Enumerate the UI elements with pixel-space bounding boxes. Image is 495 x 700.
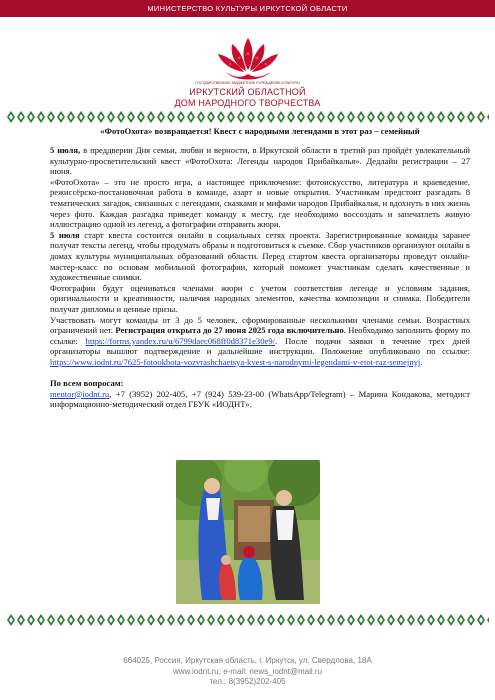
rules-intro-text: . После подачи заявки в течение трех дней организаторы вышлют подтверждение и дальнейшие инструкции. Положение опубликовано по ссылке: [50,335,470,357]
start-text: старт квеста состоится онлайн в социальных сетях проекта. Зарегистрированные команды заранее получат тексты легенд, чтобы продумать образы и подготовиться к съемке. Сбор участников организуют онлайн в домах культуры муниципальных образований области. Перед стартом квеста организаторы проведут онлайн-мастер-класс по основам мобильной фотографии, который поможет участникам сделать качественные и художественные снимки. [50,229,470,283]
date-bold: 5 июля, [50,145,81,155]
org-name-line2: ДОМ НАРОДНОГО ТВОРЧЕСТВА [174,98,321,108]
contact-email-link[interactable]: mentor@iodnt.ru [50,388,110,399]
paragraph-contacts [50,389,470,410]
lotus-logo-icon [212,36,284,86]
paragraph-registration [50,315,470,368]
org-type-label: ГОСУДАРСТВЕННОЕ БЮДЖЕТНОЕ УЧРЕЖДЕНИЕ КУЛЬТУРЫ [195,81,300,85]
ornament-divider-top [6,111,489,123]
paragraph-intro [50,145,470,177]
period: . [420,356,423,367]
registration-form-link[interactable]: https://forms.yandex.ru/u/6799daec068ff0d8371e30e9/ [85,335,276,346]
start-date-bold: 5 июля [50,229,80,240]
paragraph-start [50,230,470,283]
footer-web: www.iodnt.ru; e-mail: news_iodnt@mail.ru [172,666,323,676]
paragraph-description: «ФотоОхота» – это не просто игра, а настоящее приключение: фотоискусство, литература и краеведение, режиссёрско-постановочная работа в команде, азарт и новые открытия. Участникам предстоит разгадать 8 тематических загадок, связанных с легендами, сказками и мифами народов Прибайкалья, и вдохнуть в них жизнь через фото. Каждая разгадка приведет команду к месту, где необходимо воссоздать и запечатлеть живую иллюстрацию одной из легенд, а фотографии отправить жюри. [50,176,470,230]
org-name [150,87,345,109]
org-name-line1: ИРКУТСКИЙ ОБЛАСТНОЙ [189,87,306,97]
teams-text: Участвовать могут команды от 3 до 5 человек, сформированные несколькими членами семьи. Возрастных ограничений нет. [50,314,470,336]
footer [0,656,495,688]
rules-link[interactable]: https://www.iodnt.ru/7625-fotookhota-vozvrashchaetsya-kvest-s-narodnymi-legendami-v-etot-raz-semejnyj [50,356,421,367]
contact-text: , +7 (3952) 202-405, +7 (924) 539-23-00 (WhatsApp/Telegram) – Марина Кондакова, методист информационно-методический отдел ГБУК «ИОДНТ». [50,388,470,410]
ornament-divider-bottom [6,614,489,626]
ministry-header: МИНИСТЕРСТВО КУЛЬТУРЫ ИРКУТСКОЙ ОБЛАСТИ [0,0,495,17]
form-intro-text: . Необходимо заполнить форму по ссылке: [50,325,470,346]
article-body [50,145,470,410]
paragraph-jury: Фотографии будут оцениваться членами жюри с учетом соответствия легенде и условиям задания, оригинальности и креативности, наличия народных элементов, качества композиции и снимка. Победители получат дипломы и ценные призы. [50,282,470,314]
event-photo [176,460,320,604]
registration-deadline: Регистрация открыта до 27 июня 2025 года включительно [115,325,344,336]
article-title: «ФотоОхота» возвращается! Квест с народными легендами в этот раз – семейный [100,126,420,136]
footer-phone: тел.: 8(3952)202-405 [209,677,286,686]
contacts-title: По всем вопросам: [50,378,124,389]
intro-text: в преддверии Дня семьи, любви и верности, в Иркутской области в третий раз пройдёт увлекательный культурно-просветительский квест «ФотоОхота: Легенды народов Прибайкалья». Дедлайн регистрации – 27 июня. [50,145,470,177]
footer-address: 664025, Россия, Иркутская область, г. Иркутск, ул. Свердлова, 18А [123,656,372,665]
